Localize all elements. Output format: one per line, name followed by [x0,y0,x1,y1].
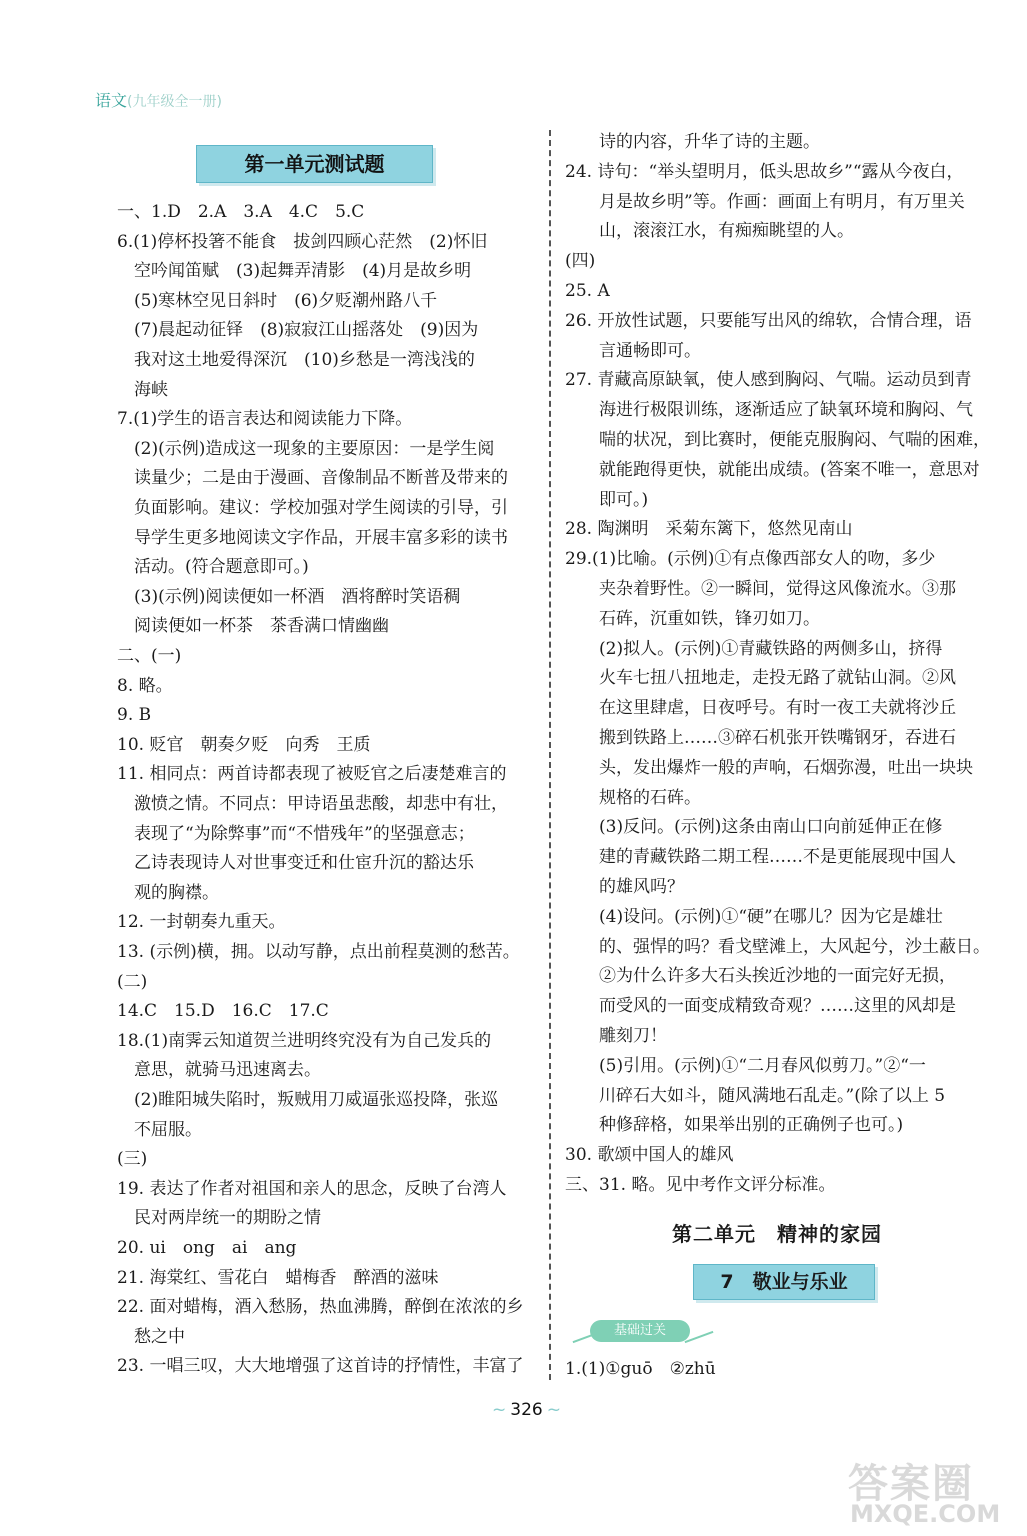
answer-line: 23. 一唱三叹，大大地增强了这首诗的抒情性，丰富了 [117,1356,524,1377]
answer-line: 7.(1)学生的语言表达和阅读能力下降。 [117,409,413,430]
answer-line: (2)(示例)造成这一现象的主要原因：一是学生阅 [134,438,495,459]
watermark-logo-text: 答案圈 [848,1461,974,1507]
answer-line: 头，发出爆炸一般的声响，石烟弥漫，吐出一块块 [599,757,973,778]
answer-line: 雕刻刀！ [599,1026,667,1046]
answer-line: 火车七扭八扭地走，走投无路了就钻山洞。②风 [599,668,956,689]
column-divider [549,130,551,1380]
answer-line: 8. 略。 [117,675,173,696]
answer-line: 20. ui ong ai ang [117,1238,297,1258]
answer-line: ②为什么许多大石头挨近沙地的一面完好无损， [599,966,956,987]
answer-line: 意思，就骑马迅速离去。 [134,1060,321,1081]
answer-line: 负面影响。建议：学校加强对学生阅读的引导，引 [134,498,508,518]
answer-line: 一、1.D 2.A 3.A 4.C 5.C [117,202,365,222]
answer-line: 活动。(符合题意即可。) [134,557,309,578]
answer-line: 21. 海棠红、雪花白 蜡梅香 醉酒的滋味 [117,1267,439,1288]
answer-line: 二、(一) [117,646,182,666]
answer-line: 海进行极限训练，逐渐适应了缺氧环境和胸闷、气 [599,400,973,421]
grade-label: (九年级全一册) [127,94,222,110]
subject-label: 语文 [95,91,128,110]
answer-line: 12. 一封朝奏九重天。 [117,912,286,933]
answer-line: 24. 诗句：“举头望明月，低头思故乡”“露从今夜白， [565,161,964,182]
watermark [838,1452,1014,1528]
answer-line: 就能跑得更快，就能出成绩。(答案不唯一，意思对 [599,459,980,480]
answer-line: 26. 开放性试题，只要能写出风的绵软，合情合理，语 [565,310,972,331]
answer-line: 乙诗表现诗人对世事变迁和仕宦升沉的豁达乐 [134,853,474,874]
answer-line: (二) [117,971,148,992]
answer-line: 22. 面对蜡梅，酒入愁肠，热血沸腾，醉倒在浓浓的乡 [117,1297,524,1318]
answer-line: 18.(1)南霁云知道贺兰进明终究没有为自己发兵的 [117,1030,492,1051]
answer-line: 而受风的一面变成精致奇观？……这里的风却是 [599,996,956,1017]
answer-line: 海峡 [134,379,168,400]
answer-line: 月是故乡明”等。作画：画面上有明月，有万里关 [599,191,965,212]
answer-line: 25. A [565,281,610,301]
unit2-heading: 第二单元 精神的家园 [672,1222,882,1246]
answer-line: (5)引用。(示例)①“二月春风似剪刀。”②“一 [599,1055,926,1076]
answer-line: 川碎石大如斗，随风满地石乱走。”(除了以上 5 [599,1085,946,1106]
answer-line: (三) [117,1149,148,1170]
answer-line: 山，滚滚江水，有痴痴眺望的人。 [599,221,854,242]
answer-line: (3)反问。(示例)这条由南山口向前延伸正在修 [599,817,943,838]
answer-line: 民对两岸统一的期盼之情 [134,1208,321,1229]
answer-line: 9. B [117,705,152,726]
answer-line: 喘的状况，到比赛时，便能克服胸闷、气喘的困难， [599,430,990,450]
answer-line: 言通畅即可。 [599,340,701,361]
answer-line: 13. (示例)横，拥。以动写静，点出前程莫测的愁苦。 [117,942,520,962]
answer-line: 不屈服。 [134,1119,202,1140]
answer-line: 10. 贬官 朝奏夕贬 向秀 王质 [117,734,371,755]
section-badge [572,1318,712,1344]
answer-line: 6.(1)停杯投箸不能食 拔剑四顾心茫然 (2)怀旧 [117,231,488,252]
answer-line: 导学生更多地阅读文字作品，开展丰富多彩的读书 [134,527,508,548]
answer-line: 激愤之情。不同点：甲诗语虽悲酸，却悲中有壮， [134,794,508,814]
answer-line: 的雄风吗？ [599,877,684,897]
answer-line: 在这里肆虐，日夜呼号。有时一夜工夫就将沙丘 [599,698,956,719]
answer-line: (四) [565,251,596,272]
answer-line: 30. 歌颂中国人的雄风 [565,1145,734,1166]
answer-line: 表现了“为除弊事”而“不惜残年”的坚强意志； [134,823,475,844]
answer-line: 夹杂着野性。②一瞬间，觉得这风像流水。③那 [599,579,956,599]
answer-line: 29.(1)比喻。(示例)①有点像西部女人的吻，多少 [565,549,936,570]
answer-line: 愁之中 [134,1326,185,1347]
answer-line: (5)寒林空见日斜时 (6)夕贬潮州路八千 [134,290,438,311]
answer-line: 三、31. 略。见中考作文评分标准。 [565,1175,836,1195]
page-number: ~ 326 ~ [488,1400,565,1420]
answer-line: 石砗，沉重如铁，锋刃如刀。 [599,608,820,629]
answer-line: 14.C 15.D 16.C 17.C [117,1001,329,1022]
answer-line: 28. 陶渊明 采菊东篱下，悠然见南山 [565,519,853,540]
answer-line: (4)设问。(示例)①“硬”在哪儿？因为它是雄壮 [599,906,943,927]
answer-line: 诗的内容，升华了诗的主题。 [599,132,820,152]
answer-line: 空吟闻笛赋 (3)起舞弄清影 (4)月是故乡明 [134,261,472,282]
answer-line: 种修辞格，如果举出别的正确例子也可。) [599,1115,904,1136]
answer-line: 阅读便如一杯茶 茶香满口情幽幽 [134,616,389,637]
answer-line: 规格的石砗。 [599,787,701,808]
lesson-title: 7 敬业与乐业 [693,1264,875,1300]
answer-line: 19. 表达了作者对祖国和亲人的思念，反映了台湾人 [117,1178,507,1199]
badge-label: 基础过关 [590,1320,690,1342]
answer-line: 搬到铁路上……③碎石机张开铁嘴钢牙，吞进石 [599,728,956,748]
answer-line: (3)(示例)阅读便如一杯酒 酒将醉时笑语稠 [134,586,461,607]
answer-line: 27. 青藏高原缺氧，使人感到胸闷、气喘。运动员到青 [565,370,972,391]
page-header [95,88,222,111]
answer-line: 建的青藏铁路二期工程……不是更能展现中国人 [599,847,956,868]
answer-line: 观的胸襟。 [134,882,219,903]
answer-line: (7)晨起动征铎 (8)寂寂江山摇落处 (9)因为 [134,320,479,341]
answer-line: (2)拟人。(示例)①青藏铁路的两侧多山，挤得 [599,638,943,659]
unit1-test-title: 第一单元测试题 [196,145,433,183]
answer-line: 我对这土地爱得深沉 (10)乡愁是一湾浅浅的 [134,350,475,370]
answer-line: 即可。) [599,489,649,510]
answer-line-last: 1.(1)①guō ②zhū [565,1359,716,1379]
answer-line: 读量少；二是由于漫画、音像制品不断普及带来的 [134,468,508,489]
answer-line: (2)睢阳城失陷时，叛贼用刀威逼张巡投降，张巡 [134,1090,499,1110]
answer-line: 的、强悍的吗？看戈壁滩上，大风起兮，沙土蔽日。 [599,936,990,957]
watermark-url: MXQE.COM [850,1500,1001,1528]
answer-line: 11. 相同点：两首诗都表现了被贬官之后凄楚难言的 [117,764,507,785]
